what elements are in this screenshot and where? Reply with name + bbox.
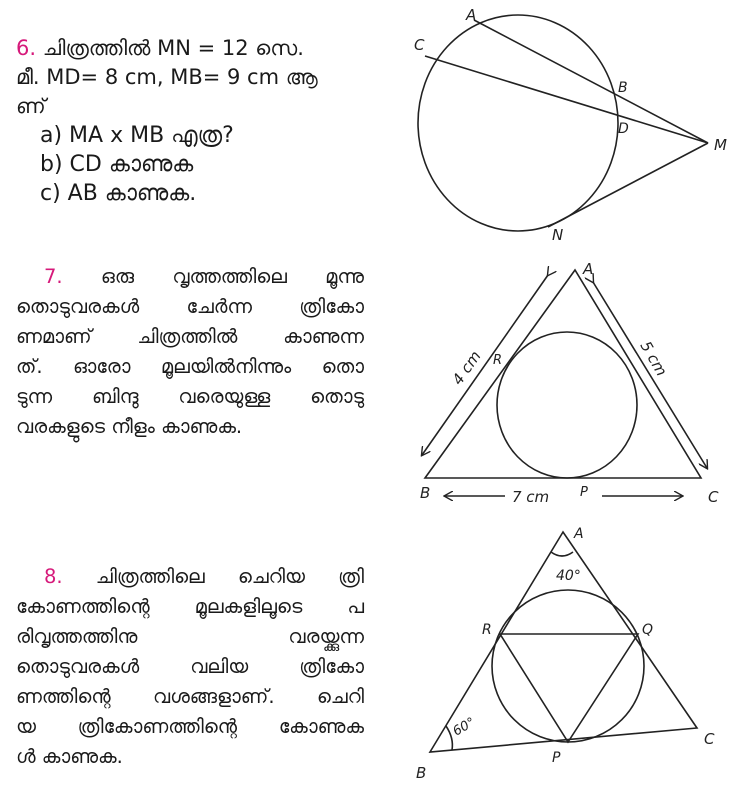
question-8-line-7: ൾ കാണുക. [16, 745, 123, 768]
label-r: R [482, 622, 492, 638]
subquestion-b: b) CD കാണുക [40, 152, 194, 177]
label-angle-b: 60° [450, 714, 478, 740]
label-a: A [574, 526, 584, 542]
label-p: P [580, 485, 588, 500]
label-side-bottom: 7 cm [512, 488, 550, 506]
label-b: B [420, 484, 431, 502]
question-7-line-2: തൊടുവരകൾ ചേർന്ന ത്രികോ [16, 295, 364, 318]
question-7-line-1: 7. ഒരു വൃത്തത്തിലെ മൂന്നു [44, 265, 364, 288]
label-c: C [414, 36, 425, 54]
label-b: B [618, 80, 628, 96]
label-side-left: 4 cm [448, 347, 485, 389]
question-6-line-2: മീ. MD= 8 cm, MB= 9 cm ആ [16, 65, 318, 89]
label-c: C [704, 730, 715, 748]
question-7-line-3: ണമാണ് ചിത്രത്തിൽ കാണുന്ന [16, 325, 364, 348]
question-8-line-4: തൊടുവരകൾ വലിയ ത്രികോ [16, 655, 364, 678]
arrow-side-right [593, 282, 707, 468]
question-number: 8. [44, 565, 63, 588]
label-r: R [493, 353, 503, 368]
figure-secant-tangent [414, 6, 727, 244]
question-8-line-1: 8. ചിത്രത്തിലെ ചെറിയ ത്രി [44, 565, 364, 588]
figure-angles-triangle [416, 526, 715, 782]
subquestion-a: a) MA x MB എത്ര? [40, 123, 234, 148]
circle [418, 15, 618, 231]
label-n: N [552, 226, 564, 244]
question-8-line-6: യ ത്രികോണത്തിന്റെ കോണുക [16, 715, 364, 738]
question-7-line-4: ത്. ഓരോ മൂലയിൽനിന്നും തൊ [16, 355, 364, 378]
label-a: A [583, 260, 594, 278]
tangent-n-m [548, 143, 708, 227]
label-q: Q [642, 622, 654, 638]
label-b: B [416, 764, 427, 782]
question-7-line-6: വരകളുടെ നീളം കാണുക. [16, 415, 243, 438]
arrow-side-left [422, 275, 548, 455]
angle-arc-a [551, 552, 573, 556]
label-d: D [618, 121, 629, 137]
question-7-line-5: ടുന്ന ബിന്ദു വരെയുള്ള തൊടു [16, 385, 364, 408]
question-8-line-2: കോണത്തിന്റെ മൂലകളിലൂടെ പ [16, 595, 364, 618]
figure-incircle-triangle [420, 260, 719, 506]
subquestion-c: c) AB കാണുക. [40, 181, 197, 206]
question-number: 7. [44, 265, 63, 288]
question-8-line-5: ണത്തിന്റെ വശങ്ങളാണ്. ചെറി [16, 685, 364, 708]
label-m: M [714, 136, 727, 154]
incircle [492, 590, 644, 742]
label-angle-a: 40° [556, 568, 581, 584]
question-6-line-1: 6. ചിത്രത്തിൽ MN = 12 സെ. [16, 36, 304, 60]
label-p: P [552, 750, 561, 766]
label-a: A [466, 6, 477, 24]
question-8-line-3: രിവൃത്തത്തിനു വരയ്ക്കുന്ന [16, 625, 364, 648]
question-number: 6. [16, 36, 37, 60]
question-6-line-3: ണ് [16, 94, 46, 118]
incircle [497, 332, 637, 478]
label-c: C [708, 488, 719, 506]
label-side-right: 5 cm [636, 338, 671, 380]
